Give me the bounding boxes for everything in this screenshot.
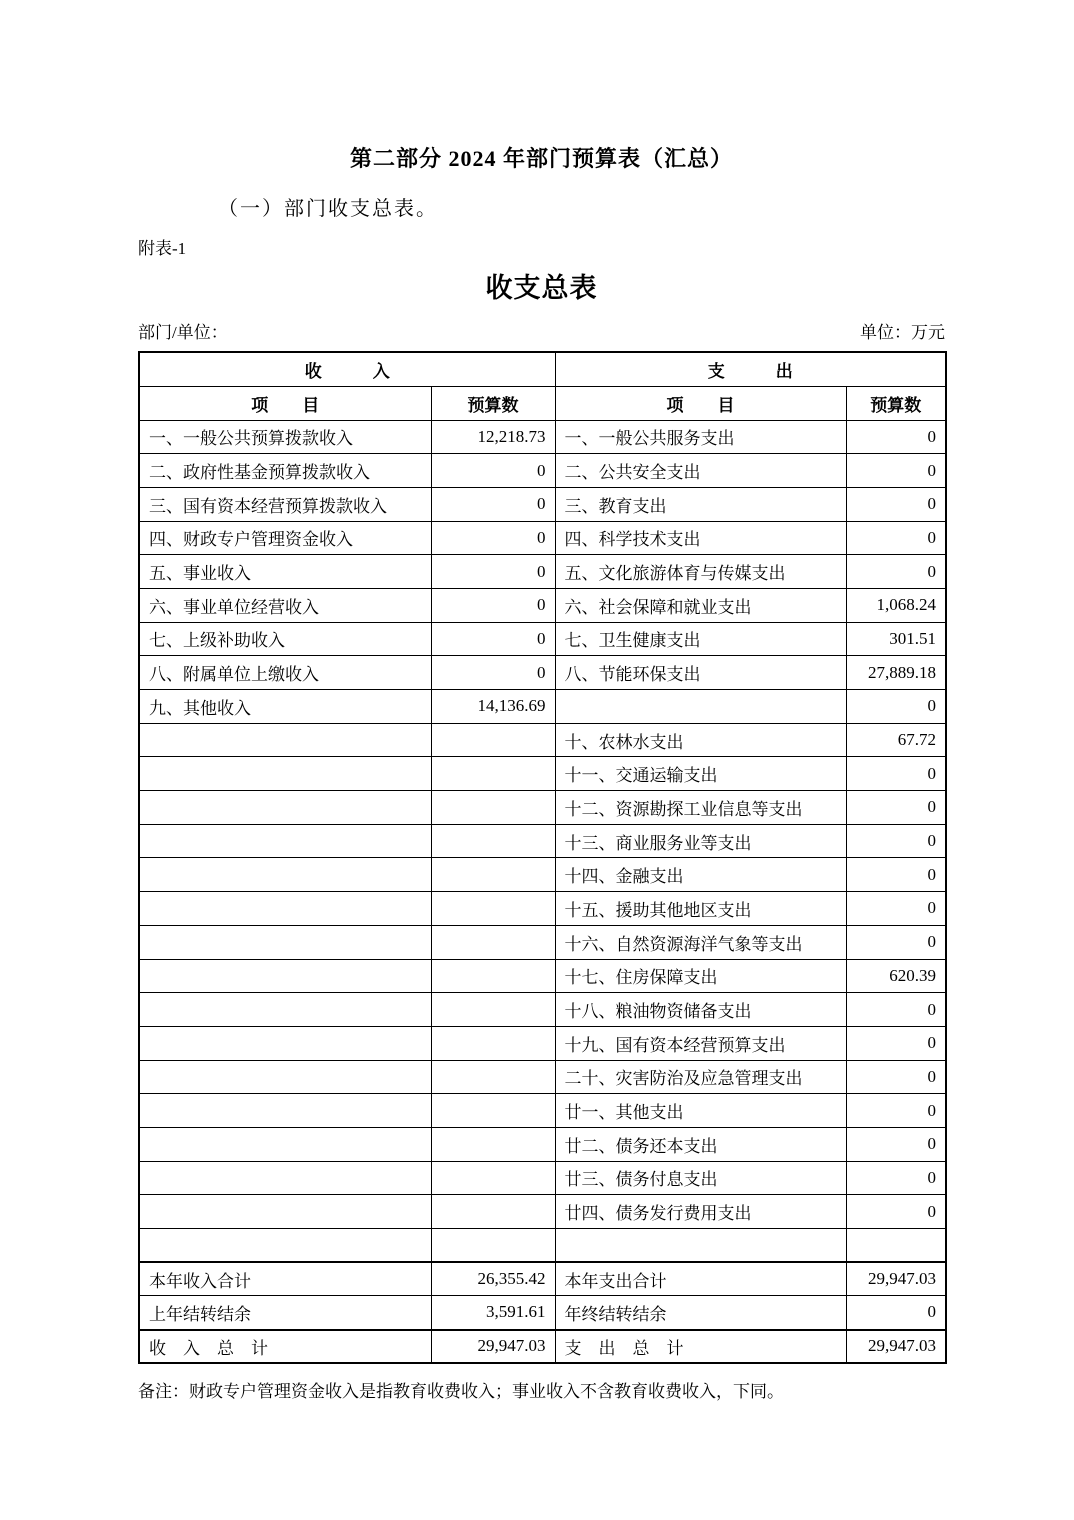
table-row — [139, 1094, 946, 1128]
income-budget-cell — [431, 1060, 555, 1094]
table-row — [139, 791, 946, 825]
expenditure-item-cell: 四、科学技术支出 — [555, 521, 846, 555]
income-item-cell: 九、其他收入 — [139, 690, 431, 724]
income-budget-cell — [431, 757, 555, 791]
attachment-label: 附表-1 — [138, 239, 187, 258]
expenditure-item-cell: 十三、商业服务业等支出 — [555, 824, 846, 858]
income-budget-cell — [431, 1127, 555, 1161]
expenditure-budget-cell: 0 — [846, 892, 946, 926]
income-budget-cell — [431, 723, 555, 757]
table-row — [139, 521, 946, 555]
expenditure-budget-cell: 0 — [846, 420, 946, 454]
expenditure-group-header: 支 出 — [555, 352, 946, 386]
expenditure-item-cell: 七、卫生健康支出 — [555, 622, 846, 656]
expenditure-budget-cell: 1,068.24 — [846, 588, 946, 622]
income-item-cell — [139, 757, 431, 791]
table-row — [139, 1195, 946, 1229]
expenditure-item-cell: 廿三、债务付息支出 — [555, 1161, 846, 1195]
expenditure-item-column-header: 项 目 — [555, 386, 846, 420]
expenditure-budget-cell: 0 — [846, 757, 946, 791]
expenditure-item-cell: 廿一、其他支出 — [555, 1094, 846, 1128]
expenditure-item-cell: 十五、援助其他地区支出 — [555, 892, 846, 926]
expenditure-item-cell: 廿四、债务发行费用支出 — [555, 1195, 846, 1229]
unit-label: 单位：万元 — [860, 323, 945, 342]
income-budget-cell — [431, 959, 555, 993]
expenditure-budget-cell: 0 — [846, 791, 946, 825]
table-row — [139, 622, 946, 656]
income-budget-cell: 0 — [431, 656, 555, 690]
table-summary-row — [139, 1330, 946, 1364]
table-row — [139, 824, 946, 858]
table-group-header-row — [139, 352, 946, 386]
income-item-cell: 二、政府性基金预算拨款收入 — [139, 454, 431, 488]
income-budget-column-header: 预算数 — [431, 386, 555, 420]
table-row — [139, 1161, 946, 1195]
expenditure-budget-cell: 0 — [846, 1026, 946, 1060]
expenditure-budget-cell: 0 — [846, 1060, 946, 1094]
expenditure-budget-cell: 0 — [846, 521, 946, 555]
income-budget-cell: 0 — [431, 521, 555, 555]
income-budget-cell: 0 — [431, 454, 555, 488]
expenditure-item-cell: 十四、金融支出 — [555, 858, 846, 892]
table-row — [139, 1229, 946, 1263]
table-row — [139, 892, 946, 926]
expenditure-budget-cell: 0 — [846, 1161, 946, 1195]
expenditure-item-cell: 五、文化旅游体育与传媒支出 — [555, 555, 846, 589]
expenditure-budget-cell: 0 — [846, 1127, 946, 1161]
table-row — [139, 993, 946, 1027]
income-item-cell — [139, 1229, 431, 1263]
expenditure-item-cell — [555, 1229, 846, 1263]
expenditure-item-cell: 年终结转结余 — [555, 1296, 846, 1330]
income-item-cell — [139, 1060, 431, 1094]
income-item-cell: 八、附属单位上缴收入 — [139, 656, 431, 690]
table-meta-row — [138, 318, 945, 343]
table-body — [139, 420, 946, 1262]
income-item-cell — [139, 824, 431, 858]
income-item-cell: 七、上级补助收入 — [139, 622, 431, 656]
expenditure-budget-cell: 0 — [846, 454, 946, 488]
income-budget-cell — [431, 925, 555, 959]
table-row — [139, 959, 946, 993]
income-budget-cell — [431, 824, 555, 858]
expenditure-budget-cell: 0 — [846, 858, 946, 892]
income-budget-cell: 29,947.03 — [431, 1330, 555, 1364]
expenditure-budget-cell: 0 — [846, 1195, 946, 1229]
table-row — [139, 555, 946, 589]
income-item-cell: 一、一般公共预算拨款收入 — [139, 420, 431, 454]
income-budget-cell: 0 — [431, 487, 555, 521]
income-item-cell — [139, 1026, 431, 1060]
table-row — [139, 487, 946, 521]
table-title: 收支总表 — [485, 273, 598, 303]
income-budget-cell: 3,591.61 — [431, 1296, 555, 1330]
expenditure-budget-cell: 27,889.18 — [846, 656, 946, 690]
expenditure-item-cell: 十二、资源勘探工业信息等支出 — [555, 791, 846, 825]
expenditure-budget-cell: 0 — [846, 925, 946, 959]
table-row — [139, 1127, 946, 1161]
income-budget-cell: 0 — [431, 555, 555, 589]
income-budget-cell — [431, 1161, 555, 1195]
table-summary-body — [139, 1262, 946, 1363]
table-row — [139, 1026, 946, 1060]
expenditure-item-cell: 十六、自然资源海洋气象等支出 — [555, 925, 846, 959]
income-item-cell: 本年收入合计 — [139, 1262, 431, 1296]
section-title: （一）部门收支总表。 — [218, 198, 438, 220]
expenditure-budget-cell: 0 — [846, 555, 946, 589]
income-item-cell: 收 入 总 计 — [139, 1330, 431, 1364]
expenditure-item-cell: 一、一般公共服务支出 — [555, 420, 846, 454]
income-budget-cell: 12,218.73 — [431, 420, 555, 454]
table-row — [139, 723, 946, 757]
income-item-cell: 四、财政专户管理资金收入 — [139, 521, 431, 555]
income-item-cell — [139, 925, 431, 959]
document-page — [138, 0, 945, 1402]
income-item-cell: 三、国有资本经营预算拨款收入 — [139, 487, 431, 521]
income-item-cell: 上年结转结余 — [139, 1296, 431, 1330]
table-row — [139, 757, 946, 791]
table-summary-row — [139, 1262, 946, 1296]
expenditure-budget-cell: 620.39 — [846, 959, 946, 993]
table-column-header-row — [139, 386, 946, 420]
expenditure-budget-cell: 0 — [846, 824, 946, 858]
expenditure-budget-cell: 301.51 — [846, 622, 946, 656]
expenditure-budget-cell: 0 — [846, 487, 946, 521]
income-item-cell: 六、事业单位经营收入 — [139, 588, 431, 622]
table-row — [139, 420, 946, 454]
expenditure-item-cell: 廿二、债务还本支出 — [555, 1127, 846, 1161]
income-budget-cell — [431, 993, 555, 1027]
expenditure-item-cell: 十一、交通运输支出 — [555, 757, 846, 791]
expenditure-item-cell: 二、公共安全支出 — [555, 454, 846, 488]
income-item-cell — [139, 858, 431, 892]
expenditure-budget-cell: 0 — [846, 993, 946, 1027]
income-item-cell — [139, 1195, 431, 1229]
table-row — [139, 454, 946, 488]
income-budget-cell — [431, 858, 555, 892]
expenditure-budget-column-header: 预算数 — [846, 386, 946, 420]
expenditure-item-cell: 六、社会保障和就业支出 — [555, 588, 846, 622]
income-budget-cell: 26,355.42 — [431, 1262, 555, 1296]
expenditure-item-cell: 支 出 总 计 — [555, 1330, 846, 1364]
expenditure-budget-cell: 29,947.03 — [846, 1262, 946, 1296]
expenditure-item-cell: 十、农林水支出 — [555, 723, 846, 757]
income-item-cell — [139, 892, 431, 926]
expenditure-item-cell: 八、节能环保支出 — [555, 656, 846, 690]
income-item-column-header: 项 目 — [139, 386, 431, 420]
income-budget-cell — [431, 791, 555, 825]
table-row — [139, 1060, 946, 1094]
income-budget-cell: 14,136.69 — [431, 690, 555, 724]
income-budget-cell — [431, 1094, 555, 1128]
table-summary-row — [139, 1296, 946, 1330]
footnote: 备注：财政专户管理资金收入是指教育收费收入；事业收入不含教育收费收入，下同。 — [138, 1382, 784, 1402]
income-budget-cell — [431, 1026, 555, 1060]
income-item-cell — [139, 1127, 431, 1161]
expenditure-item-cell: 十七、住房保障支出 — [555, 959, 846, 993]
income-item-cell — [139, 723, 431, 757]
income-budget-cell — [431, 1229, 555, 1263]
expenditure-budget-cell: 0 — [846, 690, 946, 724]
income-item-cell — [139, 791, 431, 825]
table-row — [139, 588, 946, 622]
expenditure-item-cell — [555, 690, 846, 724]
income-budget-cell: 0 — [431, 588, 555, 622]
expenditure-item-cell: 二十、灾害防治及应急管理支出 — [555, 1060, 846, 1094]
expenditure-budget-cell: 29,947.03 — [846, 1330, 946, 1364]
expenditure-budget-cell: 0 — [846, 1296, 946, 1330]
expenditure-budget-cell: 0 — [846, 1094, 946, 1128]
expenditure-item-cell: 三、教育支出 — [555, 487, 846, 521]
department-label: 部门/单位： — [138, 323, 228, 342]
expenditure-item-cell: 本年支出合计 — [555, 1262, 846, 1296]
part-title: 第二部分 2024 年部门预算表（汇总） — [349, 146, 733, 171]
income-item-cell — [139, 993, 431, 1027]
income-budget-cell — [431, 1195, 555, 1229]
expenditure-budget-cell: 67.72 — [846, 723, 946, 757]
table-row — [139, 858, 946, 892]
income-item-cell: 五、事业收入 — [139, 555, 431, 589]
income-group-header: 收 入 — [139, 352, 555, 386]
income-expenditure-table — [138, 351, 947, 1364]
table-row — [139, 925, 946, 959]
table-row — [139, 656, 946, 690]
expenditure-budget-cell — [846, 1229, 946, 1263]
income-item-cell — [139, 1161, 431, 1195]
income-budget-cell: 0 — [431, 622, 555, 656]
income-item-cell — [139, 1094, 431, 1128]
income-item-cell — [139, 959, 431, 993]
expenditure-item-cell: 十八、粮油物资储备支出 — [555, 993, 846, 1027]
expenditure-item-cell: 十九、国有资本经营预算支出 — [555, 1026, 846, 1060]
income-budget-cell — [431, 892, 555, 926]
table-row — [139, 690, 946, 724]
